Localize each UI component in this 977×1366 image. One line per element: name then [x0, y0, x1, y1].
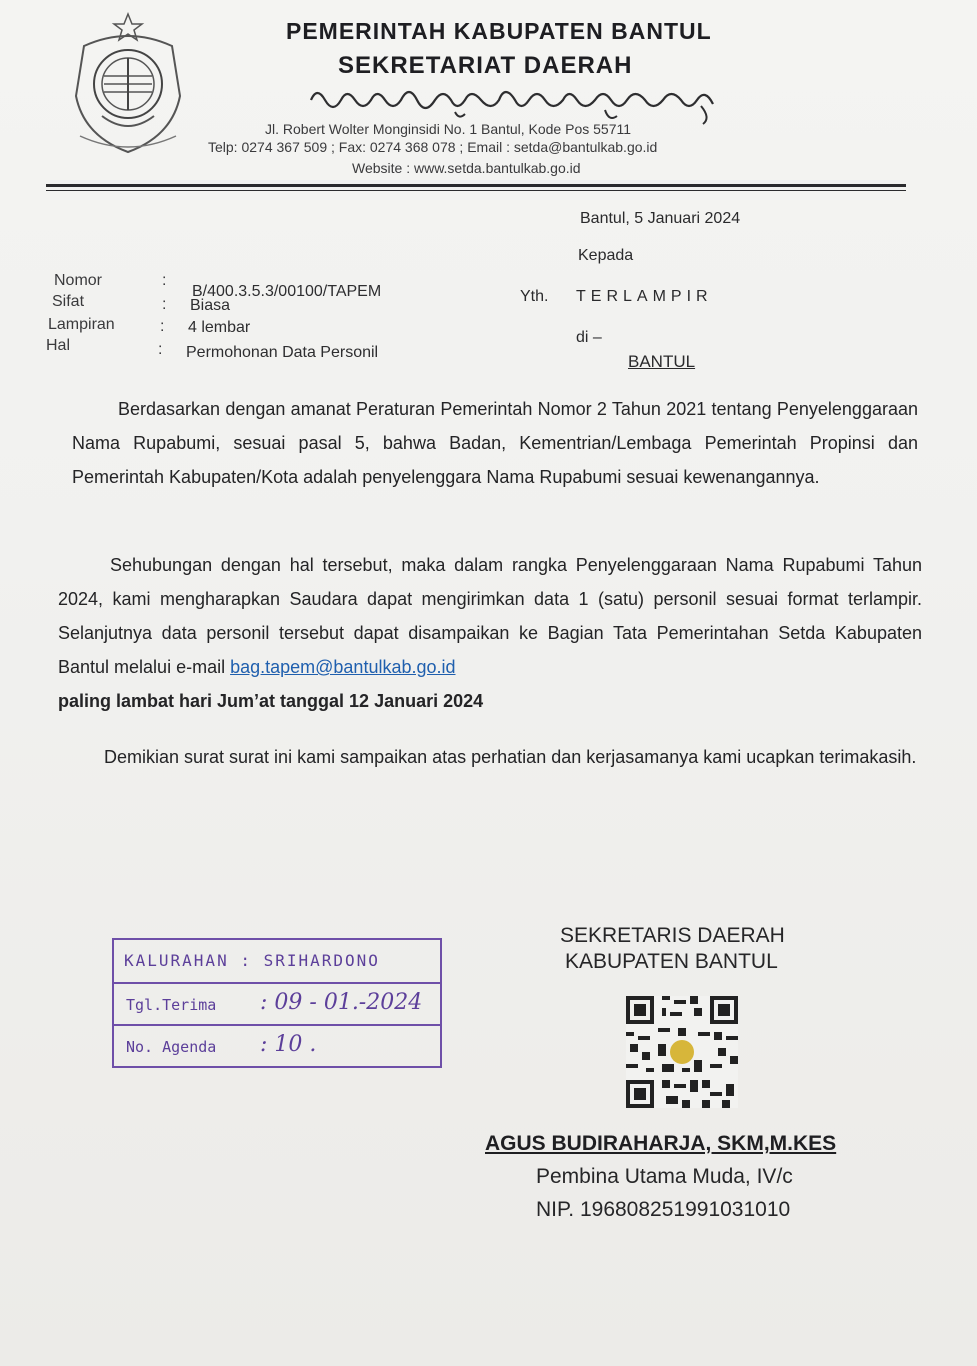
receipt-stamp [112, 938, 442, 1068]
addressee-name: TERLAMPIR [576, 288, 713, 305]
stamp-agenda-row [114, 1026, 440, 1066]
header-contact: Telp: 0274 367 509 ; Fax: 0274 368 078 ; Email : setda@bantulkab.go.id [208, 139, 658, 155]
letter-date: Bantul, 5 Januari 2024 [580, 210, 741, 227]
qr-code-icon [626, 996, 738, 1108]
header-secretariat: SEKRETARIAT DAERAH [338, 52, 633, 79]
stamp-agenda-value: : 10 . [260, 1032, 317, 1057]
header-divider-thin [46, 190, 906, 191]
addressee-di: di – [576, 329, 602, 346]
stamp-date-row [114, 984, 440, 1026]
hal-value: Permohonan Data Personil [186, 344, 379, 361]
header-address: Jl. Robert Wolter Monginsidi No. 1 Bantul, Kode Pos 55711 [265, 121, 632, 137]
sifat-label: Sifat [52, 293, 85, 310]
deadline-text: paling lambat hari Jum’at tanggal 12 Januari 2024 [58, 691, 484, 711]
sifat-value: Biasa [190, 297, 231, 314]
addressee-honorific: Yth. [520, 288, 549, 305]
signatory-title: SEKRETARIS DAERAH [560, 924, 785, 947]
lampiran-label: Lampiran [48, 316, 115, 333]
signatory-office: KABUPATEN BANTUL [565, 950, 778, 973]
hal-label: Hal [46, 337, 71, 354]
stamp-title-row [114, 940, 440, 984]
bantul-emblem-logo [62, 6, 194, 158]
header-divider-thick [46, 184, 906, 187]
signatory-nip: NIP. 196808251991031010 [536, 1198, 791, 1221]
header-government: PEMERINTAH KABUPATEN BANTUL [286, 18, 712, 44]
addressee-city: BANTUL [628, 352, 696, 371]
javanese-script-decoration [305, 78, 725, 126]
header-website: Website : www.setda.bantulkab.go.id [352, 160, 581, 176]
nomor-colon: : [162, 272, 167, 289]
sifat-colon: : [162, 296, 167, 313]
hal-colon: : [158, 341, 163, 358]
addressee-to: Kepada [578, 247, 634, 264]
lampiran-colon: : [160, 318, 165, 335]
paragraph-2 [58, 548, 922, 718]
nomor-label: Nomor [54, 272, 103, 289]
stamp-date-value: : 09 - 01.-2024 [260, 990, 423, 1015]
nomor-value: B/400.3.5.3/00100/TAPEM [192, 283, 382, 300]
lampiran-value: 4 lembar [188, 319, 251, 336]
signatory-rank: Pembina Utama Muda, IV/c [536, 1165, 793, 1188]
paragraph-3: Demikian surat surat ini kami sampaikan atas perhatian dan kerjasamanya kami ucapkan terimakasih. [104, 747, 917, 767]
stamp-title: KALURAHAN : SRIHARDONO [124, 951, 380, 970]
email-link[interactable]: bag.tapem@bantulkab.go.id [230, 657, 456, 677]
signatory-name: AGUS BUDIRAHARJA, SKM,M.KES [485, 1132, 837, 1155]
paragraph-1: Berdasarkan dengan amanat Peraturan Pemerintah Nomor 2 Tahun 2021 tentang Penyelenggaraan Nama Rupabumi, sesuai pasal 5, bahwa Badan, Kementrian/Lembaga Pemerintah Propinsi dan Pemerintah Kabupaten/Kota adalah penyelenggara Nama Rupabumi sesuai kewenangannya. [72, 399, 918, 487]
stamp-date-label: Tgl.Terima [126, 996, 217, 1014]
stamp-agenda-label: No. Agenda [126, 1038, 217, 1056]
paragraph-2-text: Sehubungan dengan hal tersebut, maka dalam rangka Penyelenggaraan Nama Rupabumi Tahun 2024, kami mengharapkan Saudara dapat mengirimkan data 1 (satu) personil sesuai format terlampir. Selanjutnya data personil tersebut dapat disampaikan ke Bagian Tata Pemerintahan Setda Kabupaten Bantul melalui e-mail [58, 555, 922, 677]
